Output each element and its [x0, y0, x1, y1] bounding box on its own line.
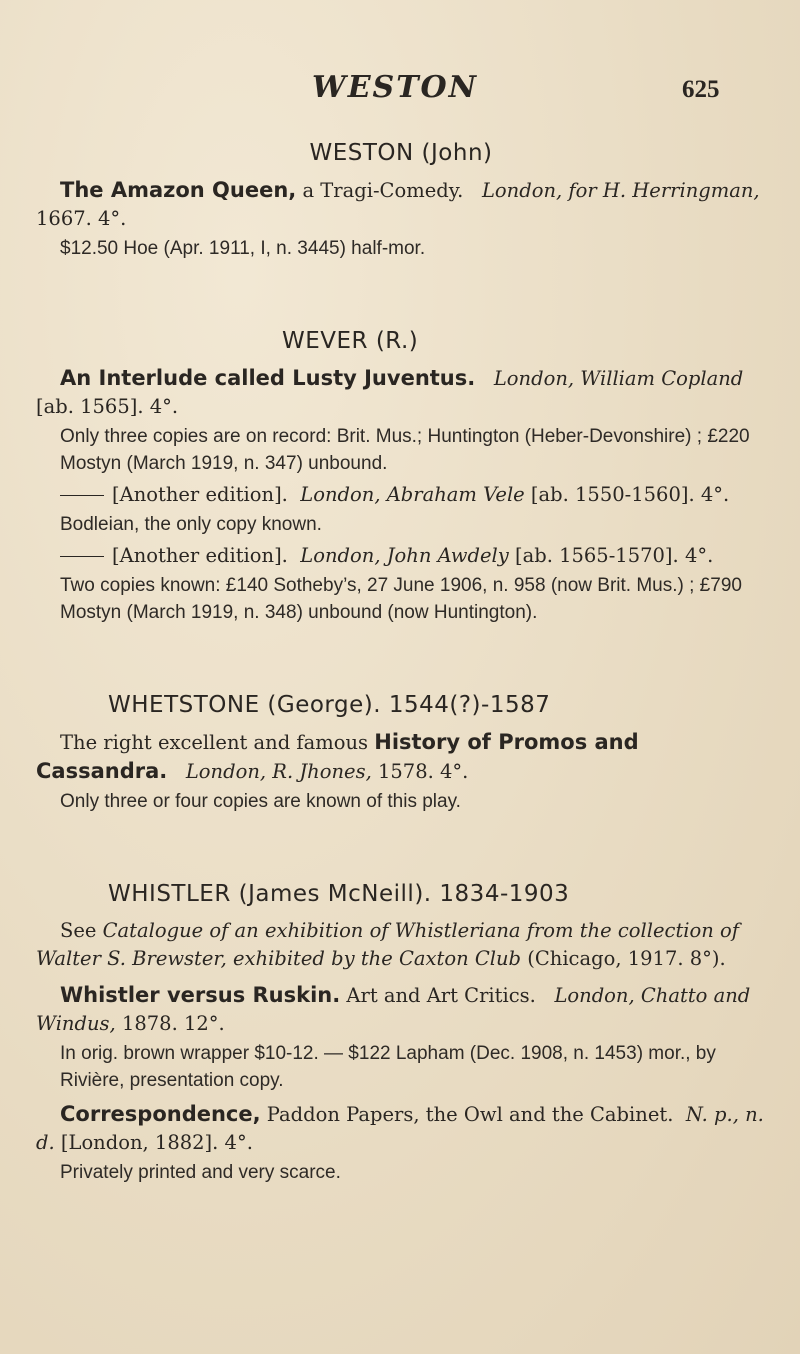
entry-edition: [Another edition]. — [112, 544, 288, 567]
page-number: 625 — [682, 76, 720, 103]
entry-imprint: London, Abraham Vele — [300, 483, 525, 506]
see-lead: See — [60, 919, 103, 942]
entry-note: Two copies known: £140 Sotheby’s, 27 June 1906, n. 958 (now Brit. Mus.) ; £790 Mostyn (March 1919, n. 348) unbound (now Huntington). — [60, 575, 742, 623]
catalogue-body — [36, 140, 766, 1190]
catalogue-entry — [36, 728, 766, 786]
entry-note: $12.50 Hoe (Apr. 1911, I, n. 3445) half-mor. — [60, 238, 426, 259]
entry-note: In orig. brown wrapper $10-12. — $122 Lapham (Dec. 1908, n. 1453) mor., by Rivière, presentation copy. — [60, 1043, 716, 1091]
entry-title: History of Promos and Cassandra. — [36, 730, 639, 783]
entry-title: Correspondence, — [60, 1102, 261, 1126]
ditto-dash — [60, 556, 104, 557]
entry-imprint: London, for H. Herringman, — [481, 179, 760, 202]
entry-date-format: [London, 1882]. 4°. — [54, 1131, 253, 1154]
entry-imprint: London, Chatto and Windus, — [36, 984, 751, 1035]
catalogue-entry — [36, 481, 766, 509]
entry-imprint: London, William Copland — [493, 367, 744, 390]
entry-description: Art and Art Critics. — [340, 984, 536, 1007]
entry-title: The Amazon Queen, — [60, 178, 297, 202]
entry-description: a Tragi-Comedy. — [296, 179, 464, 202]
entry-title: An Interlude called Lusty Juventus. — [60, 366, 476, 390]
see-imprint: (Chicago, 1917. 8°). — [521, 947, 726, 970]
catalogue-entry — [36, 1100, 766, 1157]
catalogue-entry — [36, 542, 766, 570]
entry-date-format: [ab. 1550-1560]. 4°. — [524, 483, 730, 506]
entry-date-format: [ab. 1565-1570]. 4°. — [508, 544, 714, 567]
entry-date-format: [ab. 1565]. 4°. — [36, 395, 179, 418]
entry-date-format: 1878. 12°. — [115, 1012, 225, 1035]
catalogue-entry — [36, 176, 766, 233]
entry-description: Paddon Papers, the Owl and the Cabinet. — [260, 1103, 674, 1126]
author-heading: WEVER (R.) — [282, 328, 419, 354]
ditto-dash — [60, 495, 104, 496]
author-heading: WHETSTONE (George). 1544(?)-1587 — [108, 692, 551, 718]
author-heading: WESTON (John) — [309, 140, 493, 166]
entry-title: Whistler versus Ruskin. — [60, 983, 341, 1007]
entry-note: Only three copies are on record: Brit. Mus.; Huntington (Heber-Devonshire) ; £220 Mostyn (March 1919, n. 347) unbound. — [60, 426, 750, 474]
entry-lead: The right excellent and famous — [60, 731, 375, 754]
entry-edition: [Another edition]. — [112, 483, 288, 506]
entry-imprint: London, R. Jhones, — [185, 760, 372, 783]
see-reference: Catalogue of an exhibition of Whistleriana from the collection of Walter S. Brewster, exhibited by the Caxton Club — [36, 919, 739, 970]
entry-note: Only three or four copies are known of this play. — [60, 791, 461, 812]
entry-imprint: N. p., n. d. — [36, 1103, 764, 1154]
entry-date-format: 1578. 4°. — [371, 760, 469, 783]
entry-imprint: London, John Awdely — [300, 544, 509, 567]
catalogue-entry — [36, 981, 766, 1038]
running-head-title: WESTON — [312, 70, 479, 105]
entry-date-format: 1667. 4°. — [36, 207, 127, 230]
entry-note: Privately printed and very scarce. — [60, 1162, 341, 1183]
catalogue-entry — [36, 364, 766, 421]
entry-note: Bodleian, the only copy known. — [60, 514, 322, 535]
running-head — [0, 70, 800, 110]
author-heading: WHISTLER (James McNeill). 1834-1903 — [108, 881, 570, 907]
see-also-entry — [36, 917, 766, 973]
